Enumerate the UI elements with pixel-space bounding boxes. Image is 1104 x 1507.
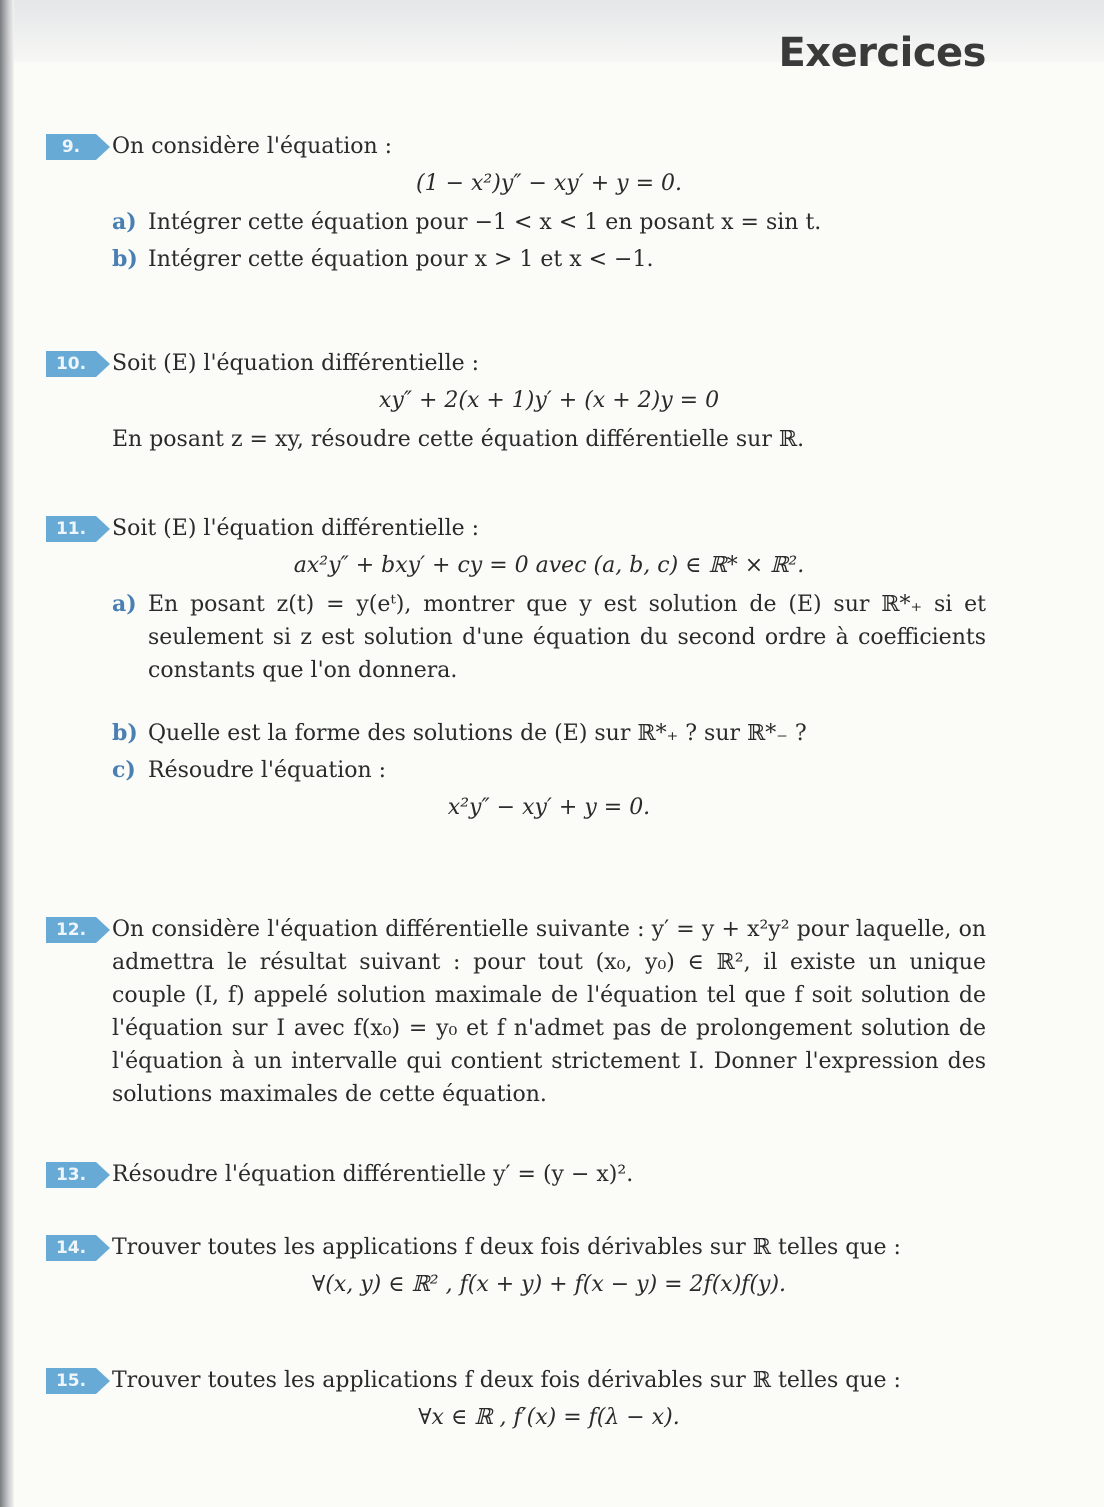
exercise-intro: Soit (E) l'équation différentielle : xyxy=(112,351,480,376)
equation: (1 − x²)y″ − xy′ + y = 0. xyxy=(416,171,682,196)
item-text: Intégrer cette équation pour x > 1 et x < −1. xyxy=(148,247,654,272)
equation: ax²y″ + bxy′ + cy = 0 avec (a, b, c) ∈ ℝ* × ℝ². xyxy=(293,553,805,578)
equation: ∀(x, y) ∈ ℝ² , f(x + y) + f(x − y) = 2f(x)f(y). xyxy=(311,1272,787,1297)
page-spine-shadow xyxy=(0,0,14,1507)
exercise-13 xyxy=(55,1158,986,1191)
exercise-number-badge: 12. xyxy=(46,917,96,943)
exercise-10 xyxy=(55,347,986,456)
item-label: c) xyxy=(112,757,136,783)
equation: x²y″ − xy′ + y = 0. xyxy=(447,795,651,820)
sub-question-c xyxy=(112,754,986,787)
exercise-text: On considère l'équation différentielle suivante : y′ = y + x²y² pour laquelle, on admettra le résultat suivant : pour tout (x₀, y₀) ∈ ℝ², il existe un unique couple (I, f) appelé solution maximale de l'équation tel que f soit solution de l'équation sur I avec f(x₀) = y₀ et f n'admet pas de prolongement solution de l'équation à un intervalle qui contient strictement I. Donner l'expression des solutions maximales de cette équation. xyxy=(112,917,986,1107)
sub-question-b xyxy=(112,717,986,750)
page-title: Exercices xyxy=(778,30,986,76)
exercise-text: Résoudre l'équation différentielle y′ = (y − x)². xyxy=(112,1162,634,1187)
item-label: b) xyxy=(112,246,138,272)
exercise-15 xyxy=(55,1364,986,1440)
exercise-number-badge: 13. xyxy=(46,1162,96,1188)
equation: xy″ + 2(x + 1)y′ + (x + 2)y = 0 xyxy=(378,388,720,413)
exercise-14 xyxy=(55,1231,986,1307)
sub-question-a xyxy=(112,588,986,687)
exercise-12 xyxy=(55,913,986,1111)
equation: ∀x ∈ ℝ , f′(x) = f(λ − x). xyxy=(418,1405,680,1430)
item-text: En posant z(t) = y(eᵗ), montrer que y est solution de (E) sur ℝ*₊ si et seulement si z est solution d'une équation du second ordre à coefficients constants que l'on donnera. xyxy=(148,592,986,683)
item-label: a) xyxy=(112,591,137,617)
exercise-text: En posant z = xy, résoudre cette équation différentielle sur ℝ. xyxy=(112,427,805,452)
exercise-number-badge: 9. xyxy=(46,134,96,160)
exercise-intro: On considère l'équation : xyxy=(112,134,393,159)
exercise-11 xyxy=(55,512,986,830)
exercise-number-badge: 15. xyxy=(46,1368,96,1394)
exercise-number-badge: 14. xyxy=(46,1235,96,1261)
exercise-text: Trouver toutes les applications f deux fois dérivables sur ℝ telles que : xyxy=(112,1235,901,1260)
sub-question-b xyxy=(112,243,986,276)
item-text: Quelle est la forme des solutions de (E) sur ℝ*₊ ? sur ℝ*₋ ? xyxy=(148,721,807,746)
exercise-number-badge: 10. xyxy=(46,351,96,377)
sub-question-a xyxy=(112,206,986,239)
exercise-9 xyxy=(61,130,986,280)
exercise-number-badge: 11. xyxy=(46,516,96,542)
exercise-intro: Soit (E) l'équation différentielle : xyxy=(112,516,480,541)
item-text: Intégrer cette équation pour −1 < x < 1 en posant x = sin t. xyxy=(148,210,822,235)
item-label: b) xyxy=(112,720,138,746)
item-label: a) xyxy=(112,209,137,235)
item-text: Résoudre l'équation : xyxy=(148,758,387,783)
exercise-text: Trouver toutes les applications f deux fois dérivables sur ℝ telles que : xyxy=(112,1368,901,1393)
